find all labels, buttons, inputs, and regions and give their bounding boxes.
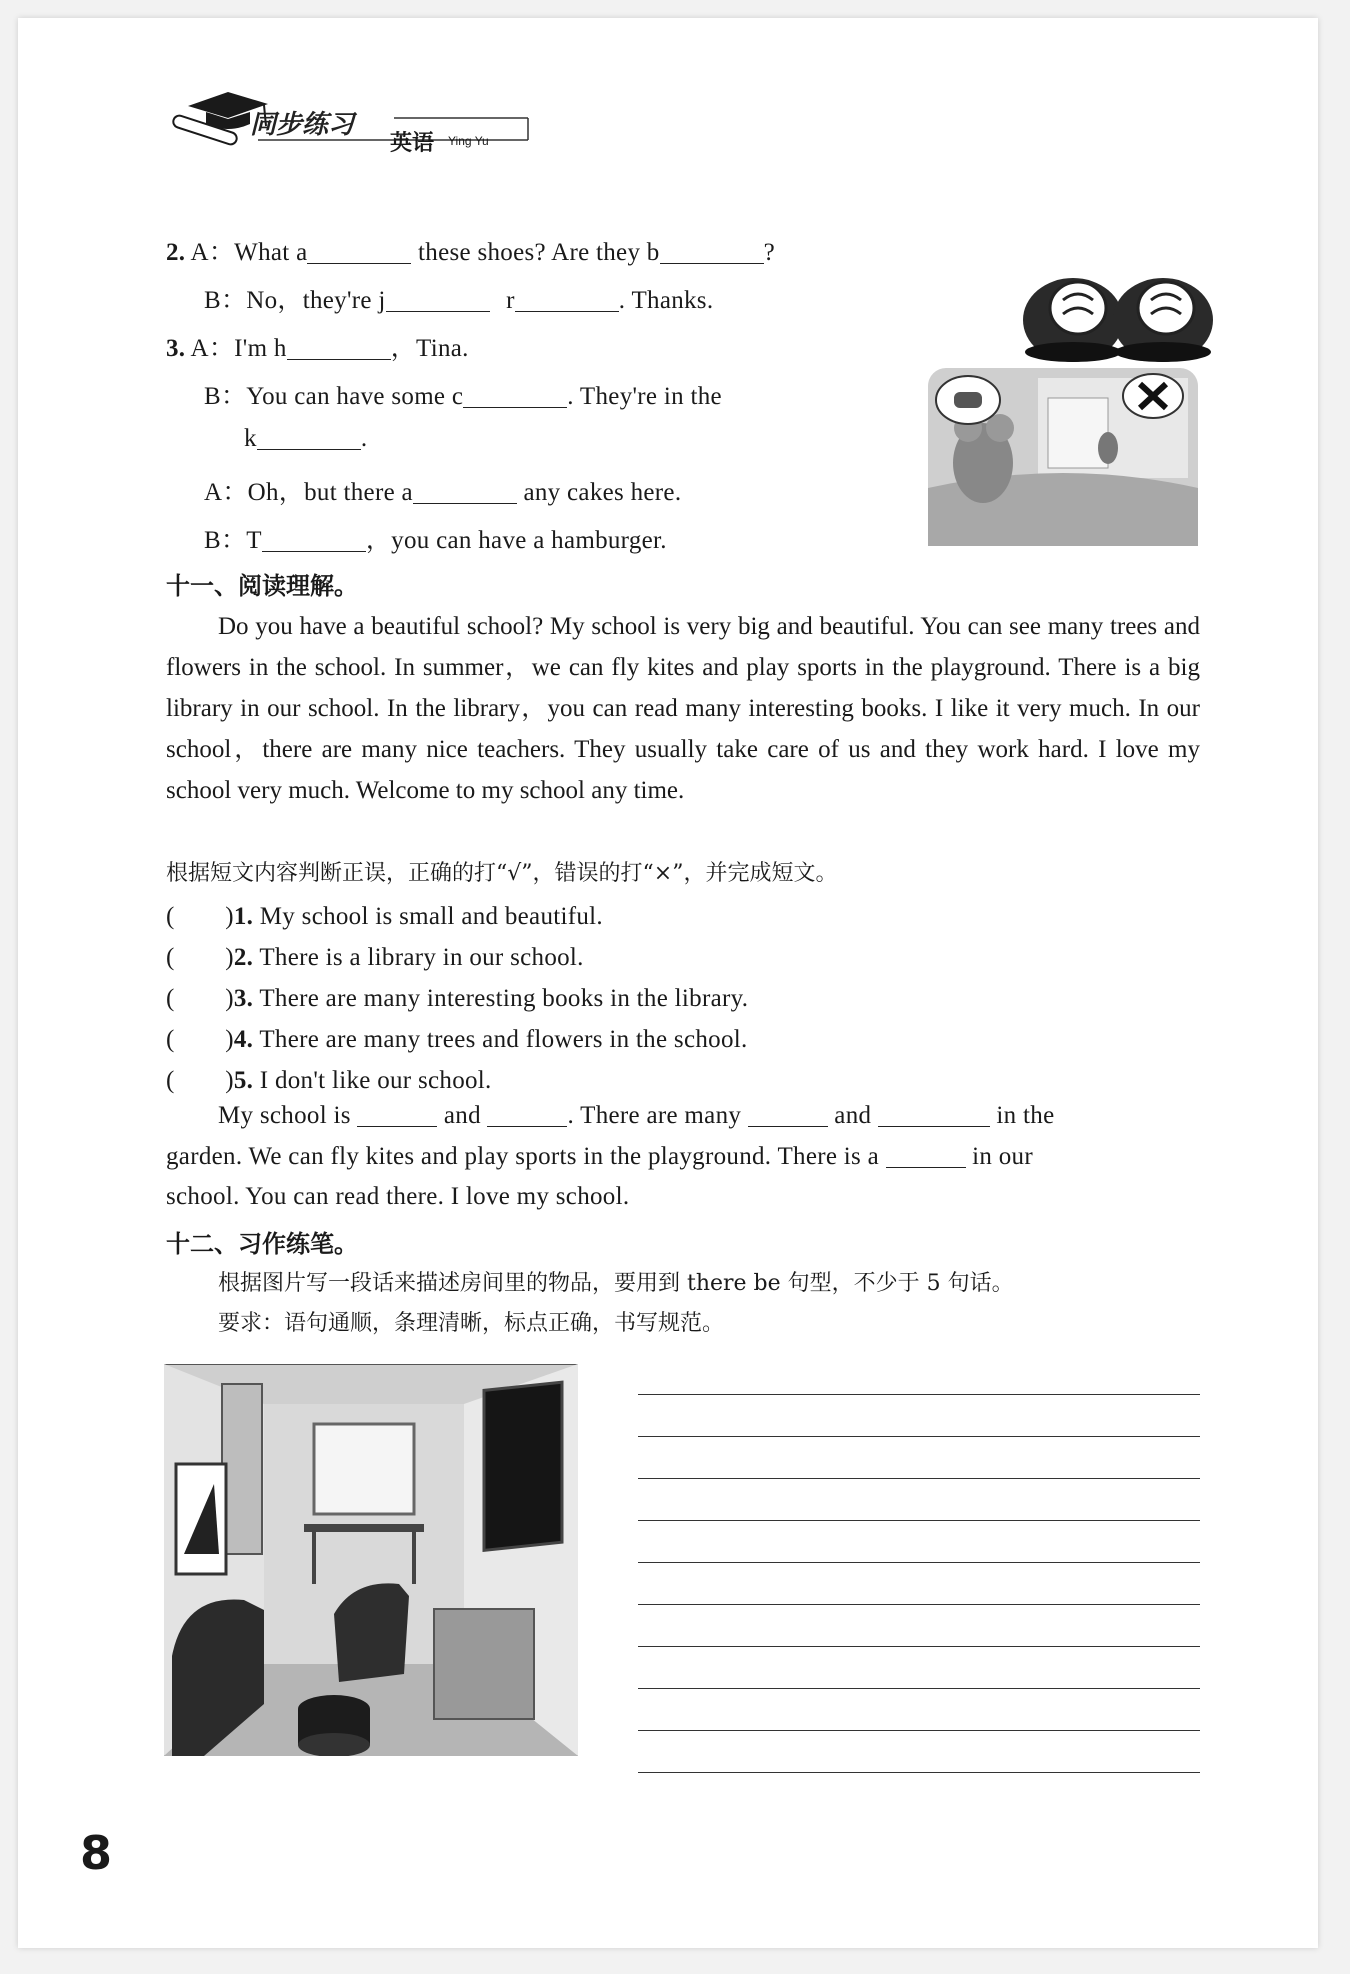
living-room-illustration (164, 1364, 578, 1756)
writing-line[interactable] (638, 1520, 1200, 1521)
q2-a-text: these shoes? Are they b (418, 239, 660, 266)
fill-summary-line-3 (166, 1183, 629, 1211)
section-11-title: 十一、阅读理解。 (166, 572, 358, 600)
q2-line-b (204, 280, 713, 316)
worksheet-page (18, 18, 1318, 1948)
q3-number: 3. (166, 335, 186, 362)
judgment-number: 2. (233, 944, 254, 971)
page-number: 8 (80, 1826, 113, 1880)
fill-summary-line-1 (218, 1101, 1054, 1130)
blank[interactable] (262, 526, 366, 552)
judgment-text: There are many interesting books in the library. (259, 985, 749, 1012)
writing-line[interactable] (638, 1688, 1200, 1689)
fill-text: in our (972, 1143, 1033, 1170)
q3-line-b2 (204, 520, 667, 556)
blank[interactable] (357, 1101, 437, 1127)
section-12-instruction: 根据图片写一段话来描述房间里的物品，要用到 there be 句型，不少于 5 句话。 (218, 1271, 1014, 1296)
writing-line[interactable] (638, 1436, 1200, 1437)
judgment-text: There are many trees and flowers in the school. (259, 1026, 748, 1053)
q2-number: 2. (166, 239, 186, 266)
fill-text: and (443, 1102, 481, 1129)
fill-text: My school is (218, 1102, 351, 1129)
answer-paren[interactable]: ( ) (166, 944, 234, 971)
writing-line[interactable] (638, 1646, 1200, 1647)
q2-a-text: ? (763, 239, 776, 266)
blank[interactable] (660, 238, 764, 264)
answer-paren[interactable]: ( ) (166, 1026, 234, 1053)
answer-paren[interactable]: ( ) (166, 985, 234, 1012)
header-title: 同步练习 (250, 110, 355, 140)
q2-b-text: B：No，they're j (204, 287, 386, 314)
q3-a2-text: any cakes here. (523, 479, 682, 506)
judgment-item (166, 978, 748, 1014)
blank[interactable] (487, 1101, 567, 1127)
mouse-kitchen-illustration (928, 368, 1198, 546)
q3-b1-text: . They're in the (567, 383, 722, 410)
q2-line-a (166, 232, 775, 268)
writing-line[interactable] (638, 1730, 1200, 1731)
graduation-cap-icon (168, 88, 548, 158)
q3-line-a1 (166, 328, 469, 364)
q3-b2-text: ，you can have a hamburger. (365, 527, 667, 554)
judgment-text: My school is small and beautiful. (259, 903, 603, 930)
section-11-instruction: 根据短文内容判断正误，正确的打“√”，错误的打“×”，并完成短文。 (166, 861, 838, 886)
answer-paren[interactable]: ( ) (166, 903, 234, 930)
blank[interactable] (463, 382, 567, 408)
q2-b-text: r (506, 287, 515, 314)
q3-a1-text: A：I'm h (190, 335, 287, 362)
fill-summary-line-2 (166, 1142, 1033, 1171)
writing-line[interactable] (638, 1772, 1200, 1773)
shoes-illustration (1018, 240, 1218, 370)
passage-paragraph: Do you have a beautiful school? My school is very big and beautiful. You can see many trees and flowers in the school. In summer，we can fly kites and play sports in the playground. There is a big library in our school. In the library，you can read many interesting books. I like it very much. In our school，there are many nice teachers. They usually take care of us and they work hard. I love my school very much. Welcome to my school any time. (166, 613, 1200, 804)
q3-b1-cont-text: k (244, 425, 257, 452)
q2-a-text: A：What a (190, 239, 308, 266)
writing-line[interactable] (638, 1604, 1200, 1605)
fill-text: school. You can read there. I love my school. (166, 1183, 630, 1210)
header-subject: 英语 (390, 131, 435, 156)
blank[interactable] (287, 334, 391, 360)
judgment-item (166, 1019, 748, 1055)
reading-passage (166, 606, 1200, 811)
section-12-requirements: 要求：语句通顺，条理清晰，标点正确，书写规范。 (218, 1311, 725, 1336)
fill-text: in the (996, 1102, 1055, 1129)
blank[interactable] (257, 424, 361, 450)
judgment-text: There is a library in our school. (259, 944, 584, 971)
q2-b-text: . Thanks. (618, 287, 714, 314)
blank[interactable] (307, 238, 411, 264)
blank[interactable] (886, 1142, 966, 1168)
header-pinyin: Ying Yu (448, 134, 489, 148)
section-12-title: 十二、习作练笔。 (166, 1230, 358, 1258)
blank[interactable] (878, 1101, 990, 1127)
judgment-number: 3. (233, 985, 254, 1012)
judgment-number: 1. (233, 903, 254, 930)
judgment-item (166, 937, 584, 973)
blank[interactable] (748, 1101, 828, 1127)
judgment-text: I don't like our school. (259, 1067, 492, 1094)
blank[interactable] (386, 286, 490, 312)
q3-a2-text: A：Oh，but there a (204, 479, 413, 506)
q3-line-b1 (204, 376, 722, 412)
q3-b1-cont-text: . (360, 425, 368, 452)
blank[interactable] (413, 478, 517, 504)
writing-line[interactable] (638, 1394, 1200, 1395)
judgment-item (166, 1060, 492, 1096)
judgment-number: 4. (233, 1026, 254, 1053)
q3-line-b1-cont (244, 424, 367, 453)
blank[interactable] (515, 286, 619, 312)
answer-paren[interactable]: ( ) (166, 1067, 234, 1094)
fill-text: and (834, 1102, 872, 1129)
judgment-item (166, 896, 603, 932)
q3-b1-text: B：You can have some c (204, 383, 464, 410)
fill-text: . There are many (567, 1102, 742, 1129)
fill-text: garden. We can fly kites and play sports in the playground. There is a (166, 1143, 880, 1170)
q3-a1-text: ，Tina. (390, 335, 469, 362)
judgment-number: 5. (233, 1067, 254, 1094)
q3-line-a2 (204, 472, 681, 508)
writing-line[interactable] (638, 1478, 1200, 1479)
q3-b2-text: B：T (204, 527, 262, 554)
writing-line[interactable] (638, 1562, 1200, 1563)
